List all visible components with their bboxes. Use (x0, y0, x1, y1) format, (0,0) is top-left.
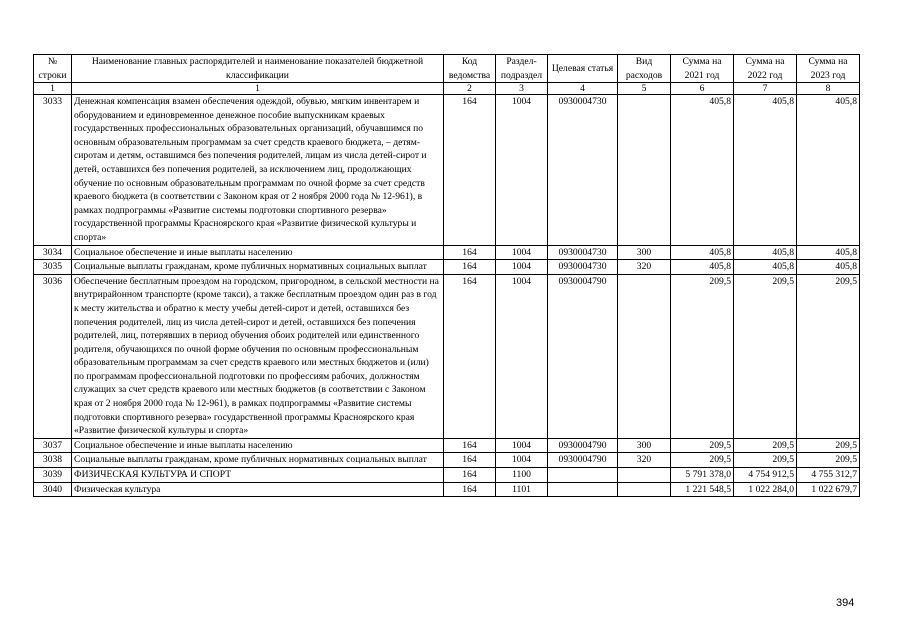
row-section: 1100 (496, 468, 548, 483)
row-section: 1004 (496, 453, 548, 468)
row-section: 1101 (496, 482, 548, 497)
row-exp-type (618, 482, 671, 497)
row-name: Денежная компенсация взамен обеспечения одеждой, обувью, мягким инвентарем и оборудованием и единовременное денежное пособие выпускникам краевых государственных профессиональных образовательных организаций, обучавшимся по основным образовательным программам за счет средств краевого бюджета, – детям-сиротам и детям, оставшимся без попечения родителей, лицам из числа детей-сирот и детей, оставшихся без попечения родителей, за исключением лиц, продолжающих обучение по основным образовательным программам по очной форме за счет средств краевого бюджета (в соответствии с Законом края от 2 ноября 2000 года № 12-961), в рамках подпрограммы «Развитие системы подготовки спортивного резерва» государственной программы Красноярского края «Развитие физической культуры и спорта» (72, 95, 444, 246)
header-sum-2022: Сумма на 2022 год (734, 55, 797, 83)
row-dept: 164 (444, 468, 496, 483)
row-section: 1004 (496, 260, 548, 275)
row-sum-2023: 209,5 (797, 453, 860, 468)
header-name: Наименование главных распорядителей и наименование показателей бюджетной классификации (72, 55, 444, 83)
row-dept: 164 (444, 438, 496, 453)
row-target: 0930004790 (548, 438, 618, 453)
header-target: Целевая статья (548, 55, 618, 83)
column-number: 3 (496, 83, 548, 95)
row-exp-type: 300 (618, 245, 671, 260)
row-target (548, 482, 618, 497)
row-sum-2021: 405,8 (671, 245, 734, 260)
row-sum-2021: 405,8 (671, 260, 734, 275)
table-row (34, 453, 860, 468)
row-dept: 164 (444, 260, 496, 275)
header-sum-2021: Сумма на 2021 год (671, 55, 734, 83)
row-sum-2022: 405,8 (734, 260, 797, 275)
row-target: 0930004730 (548, 260, 618, 275)
row-number: 3037 (34, 438, 72, 453)
row-sum-2023: 405,8 (797, 95, 860, 246)
row-sum-2021: 209,5 (671, 274, 734, 438)
column-number-row (34, 83, 860, 95)
row-number: 3039 (34, 468, 72, 483)
row-sum-2023: 4 755 312,7 (797, 468, 860, 483)
table-header (34, 55, 860, 95)
budget-table (33, 54, 860, 497)
row-exp-type: 320 (618, 453, 671, 468)
row-sum-2021: 209,5 (671, 438, 734, 453)
row-number: 3038 (34, 453, 72, 468)
table-body (34, 95, 860, 497)
row-section: 1004 (496, 245, 548, 260)
row-section: 1004 (496, 274, 548, 438)
row-sum-2022: 209,5 (734, 274, 797, 438)
header-row-no: № строки (34, 55, 72, 83)
row-name: Физическая культура (72, 482, 444, 497)
row-exp-type (618, 274, 671, 438)
row-sum-2023: 1 022 679,7 (797, 482, 860, 497)
table-row (34, 468, 860, 483)
row-sum-2021: 5 791 378,0 (671, 468, 734, 483)
row-number: 3035 (34, 260, 72, 275)
column-number: 2 (444, 83, 496, 95)
row-name: Социальные выплаты гражданам, кроме публичных нормативных социальных выплат (72, 260, 444, 275)
column-number: 5 (618, 83, 671, 95)
row-sum-2022: 209,5 (734, 438, 797, 453)
row-name: ФИЗИЧЕСКАЯ КУЛЬТУРА И СПОРТ (72, 468, 444, 483)
header-section: Раздел-подраздел (496, 55, 548, 83)
row-sum-2023: 405,8 (797, 260, 860, 275)
row-name: Обеспечение бесплатным проездом на городском, пригородном, в сельской местности на внутрирайонном транспорте (кроме такси), а также бесплатным проездом один раз в год к месту жительства и обратно к месту учебы детей-сирот и детей, оставшихся без попечения родителей, лиц из числа детей-сирот и детей, оставшихся без попечения родителей, лиц, потерявших в период обучения обоих родителей или единственного родителя, обучающихся по очной форме обучения по основным профессиональным образовательным программам за счет средств краевого или местных бюджетов и (или) по программам профессиональной подготовки по профессиям рабочих, должностям служащих за счет средств краевого или местных бюджетов (в соответствии с Законом края от 2 ноября 2000 года № 12-961), в рамках подпрограммы «Развитие системы подготовки спортивного резерва» государственной программы Красноярского края «Развитие физической культуры и спорта» (72, 274, 444, 438)
table-row (34, 95, 860, 246)
table-row (34, 245, 860, 260)
row-number: 3040 (34, 482, 72, 497)
header-exp-type: Вид расходов (618, 55, 671, 83)
row-sum-2022: 405,8 (734, 245, 797, 260)
row-section: 1004 (496, 95, 548, 246)
row-exp-type: 300 (618, 438, 671, 453)
row-dept: 164 (444, 274, 496, 438)
row-dept: 164 (444, 453, 496, 468)
row-exp-type: 320 (618, 260, 671, 275)
table-row (34, 274, 860, 438)
column-number: 1 (72, 83, 444, 95)
header-dept: Код ведомства (444, 55, 496, 83)
row-target: 0930004790 (548, 274, 618, 438)
row-dept: 164 (444, 482, 496, 497)
column-number: 1 (34, 83, 72, 95)
column-number: 4 (548, 83, 618, 95)
row-sum-2023: 209,5 (797, 438, 860, 453)
header-row (34, 55, 860, 83)
row-name: Социальные выплаты гражданам, кроме публичных нормативных социальных выплат (72, 453, 444, 468)
column-number: 8 (797, 83, 860, 95)
row-name: Социальное обеспечение и иные выплаты населению (72, 438, 444, 453)
row-number: 3036 (34, 274, 72, 438)
row-sum-2023: 405,8 (797, 245, 860, 260)
row-section: 1004 (496, 438, 548, 453)
table-row (34, 260, 860, 275)
row-exp-type (618, 468, 671, 483)
row-sum-2022: 209,5 (734, 453, 797, 468)
row-sum-2022: 4 754 912,5 (734, 468, 797, 483)
row-sum-2021: 209,5 (671, 453, 734, 468)
row-number: 3034 (34, 245, 72, 260)
row-dept: 164 (444, 245, 496, 260)
row-target (548, 468, 618, 483)
row-dept: 164 (444, 95, 496, 246)
table-row (34, 438, 860, 453)
row-target: 0930004790 (548, 453, 618, 468)
column-number: 6 (671, 83, 734, 95)
row-sum-2022: 405,8 (734, 95, 797, 246)
row-target: 0930004730 (548, 245, 618, 260)
row-sum-2021: 1 221 548,5 (671, 482, 734, 497)
header-sum-2023: Сумма на 2023 год (797, 55, 860, 83)
column-number: 7 (734, 83, 797, 95)
row-number: 3033 (34, 95, 72, 246)
row-name: Социальное обеспечение и иные выплаты населению (72, 245, 444, 260)
table-row (34, 482, 860, 497)
row-target: 0930004730 (548, 95, 618, 246)
row-sum-2021: 405,8 (671, 95, 734, 246)
row-exp-type (618, 95, 671, 246)
row-sum-2023: 209,5 (797, 274, 860, 438)
page-number: 394 (836, 597, 855, 609)
row-sum-2022: 1 022 284,0 (734, 482, 797, 497)
